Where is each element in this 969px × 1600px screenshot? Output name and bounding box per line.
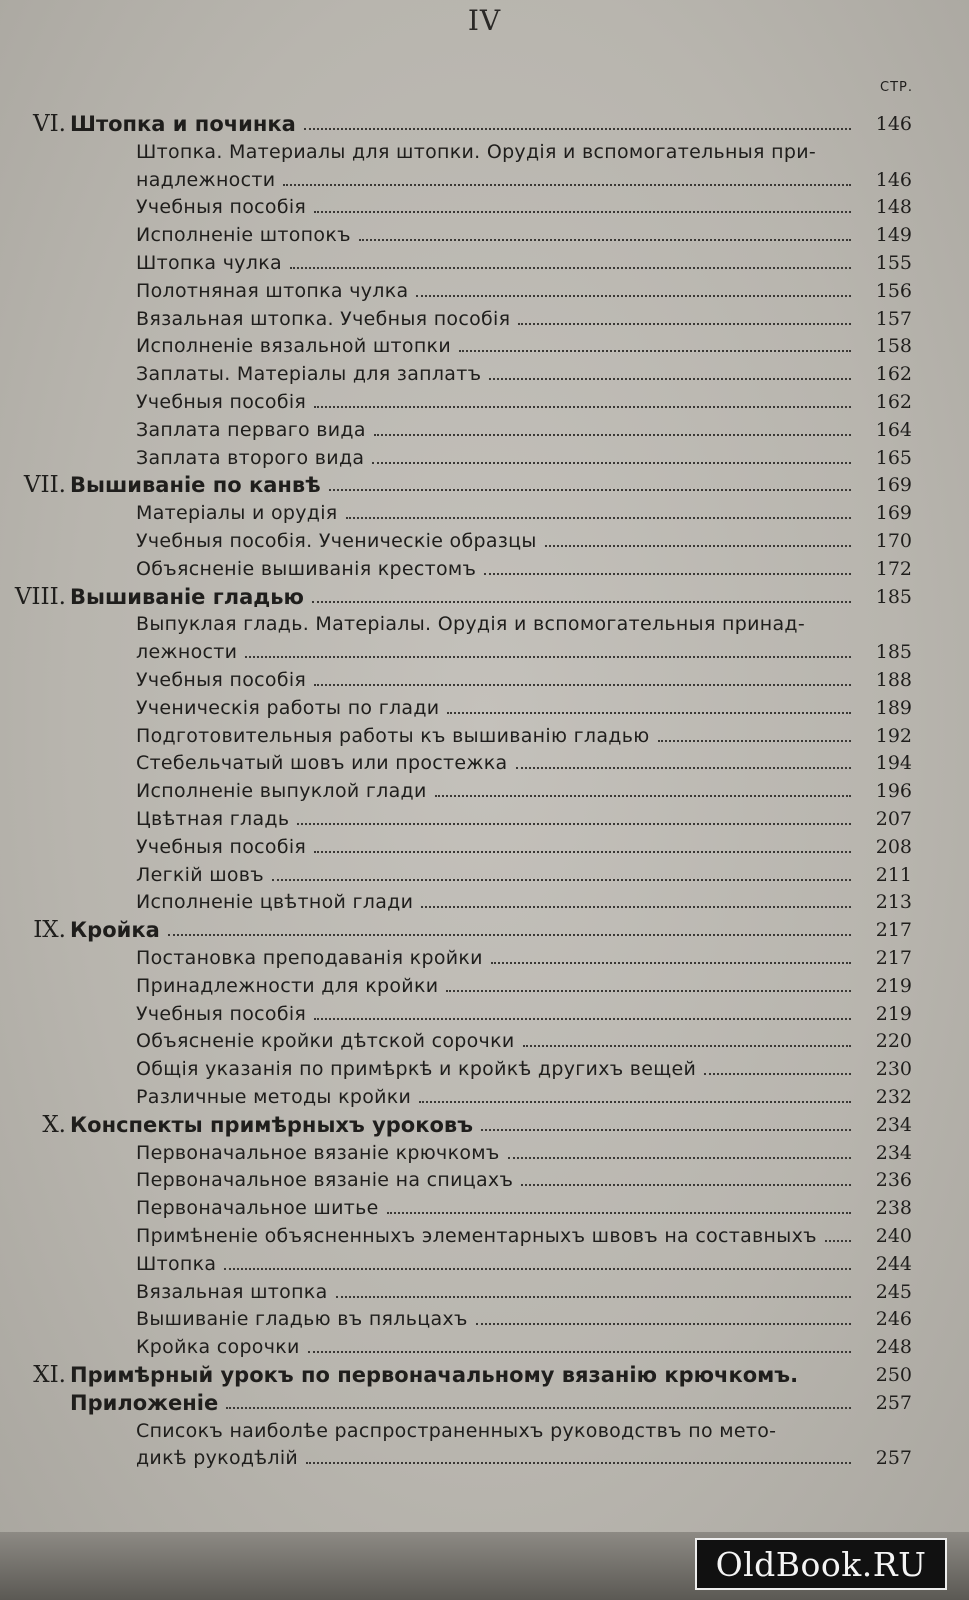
section-title: Выпуклая гладь. Матеріалы. Орудія и вспомогательныя принад- (136, 613, 806, 636)
toc-item-row (0, 1444, 969, 1472)
toc-entry-line (136, 805, 859, 833)
toc-entry-line (136, 972, 859, 1000)
page-reference: 185 (875, 585, 912, 608)
page-reference: 246 (875, 1308, 912, 1331)
toc-item-row (0, 1278, 969, 1306)
toc-entry-line (136, 499, 859, 527)
page-reference: 155 (875, 252, 912, 274)
leader-dots (374, 434, 851, 436)
toc-item-row (0, 694, 969, 722)
leader-dots (459, 350, 851, 352)
toc-entry-line (70, 583, 859, 611)
chapter-title: Примѣрный урокъ по первоначальному вязанію крючкомъ. (70, 1363, 799, 1387)
toc-entry-line (136, 1278, 859, 1306)
page-reference: 236 (875, 1169, 912, 1192)
toc-entry-line (136, 861, 859, 889)
section-title: Легкій шовъ (136, 863, 265, 886)
section-title: лежности (136, 641, 238, 664)
toc-entry-line (136, 360, 859, 388)
leader-dots (346, 517, 851, 519)
section-title: Исполненіе выпуклой глади (136, 780, 427, 803)
toc-item-row (0, 1055, 969, 1083)
section-title: Исполненіе вязальной штопки (136, 335, 451, 358)
leader-dots (224, 1268, 851, 1270)
chapter-title: Кройка (70, 918, 160, 943)
page-reference: 213 (875, 891, 912, 914)
toc-chapter-row (0, 1111, 969, 1139)
leader-dots (545, 545, 851, 547)
page-reference: 232 (875, 1086, 912, 1108)
section-title: Заплата перваго вида (136, 418, 366, 441)
leader-dots (283, 184, 851, 186)
page-reference: 148 (875, 196, 912, 219)
leader-dots (446, 990, 851, 992)
toc-item-row (0, 972, 969, 1000)
chapter-title: Конспекты примѣрныхъ уроковъ (70, 1112, 473, 1137)
chapter-number: X. (42, 1111, 66, 1138)
leader-dots (516, 767, 852, 769)
toc-chapter-row (0, 916, 969, 944)
toc-entry-line (136, 1055, 859, 1083)
toc-entry-line (136, 777, 859, 805)
toc-item-row (0, 1027, 969, 1055)
toc-entry-line (136, 1000, 859, 1028)
toc-item-row (0, 888, 969, 916)
toc-item-row (0, 666, 969, 694)
section-title: Первоначальное вязаніе крючкомъ (136, 1141, 500, 1164)
page-reference: 165 (875, 446, 912, 469)
section-title: Первоначальное шитье (136, 1197, 379, 1220)
toc-item-row (0, 638, 969, 666)
page-reference: 245 (875, 1280, 912, 1303)
toc-item-row (0, 166, 969, 194)
page-reference: 189 (875, 696, 912, 719)
toc-entry-line (136, 1166, 859, 1194)
leader-dots (491, 962, 851, 964)
toc-item-row (0, 305, 969, 333)
toc-entry-line (136, 944, 859, 972)
toc-entry-line (70, 110, 859, 138)
leader-dots (372, 462, 851, 464)
toc-item-row (0, 416, 969, 444)
leader-dots (297, 823, 851, 825)
page-reference: 217 (875, 919, 912, 942)
section-title: Стебельчатый шовъ или простежка (136, 752, 508, 775)
toc-entry-line (136, 221, 859, 249)
chapter-title: Штопка и починка (70, 112, 296, 136)
page-reference: 192 (875, 724, 912, 747)
toc-entry-line (136, 888, 859, 916)
toc-item-row (0, 777, 969, 805)
leader-dots (476, 1323, 851, 1325)
page-reference: 219 (875, 1002, 912, 1025)
page-reference: 162 (875, 363, 912, 386)
section-title: Учебныя пособія. Ученическіе образцы (136, 530, 537, 552)
page-reference: 234 (875, 1141, 912, 1164)
page-reference: 244 (875, 1252, 912, 1275)
toc-entry-line (136, 332, 859, 360)
toc-item-row (0, 944, 969, 972)
page-reference: 170 (875, 530, 912, 552)
toc-entry-line (136, 610, 859, 638)
toc-item-row (0, 1250, 969, 1278)
toc-entry-line (136, 1333, 859, 1361)
page-reference: 207 (875, 808, 912, 830)
leader-dots (314, 1018, 851, 1020)
toc-item-row (0, 499, 969, 527)
leader-dots (658, 740, 852, 742)
section-title: Объясненіе кройки дѣтской сорочки (136, 1030, 515, 1053)
section-title: надлежности (136, 168, 276, 191)
section-title: Различные методы кройки (136, 1086, 412, 1108)
toc-item-row (0, 360, 969, 388)
page-reference: 220 (875, 1030, 912, 1053)
toc-item-row (0, 1083, 969, 1111)
toc-entry-line (70, 471, 859, 499)
leader-dots (419, 1101, 851, 1103)
leader-dots (521, 1184, 851, 1186)
leader-dots (304, 128, 851, 130)
section-title: Вышиваніе гладью въ пяльцахъ (136, 1308, 468, 1331)
toc-item-row (0, 444, 969, 472)
page-reference: 234 (875, 1113, 912, 1136)
chapter-title: Вышиваніе гладью (70, 584, 304, 609)
leader-dots (306, 1462, 851, 1464)
toc-entry-line (136, 1250, 859, 1278)
page-reference: 219 (875, 974, 912, 997)
page-reference: 172 (875, 557, 912, 580)
chapter-number: VI. (32, 111, 66, 137)
toc-item-row (0, 1139, 969, 1167)
toc-entry-line (136, 1222, 859, 1250)
page-reference: 156 (875, 279, 912, 302)
toc-item-row (0, 833, 969, 861)
page-column-label: СТР. (880, 80, 913, 95)
toc-entry-line (70, 1361, 859, 1389)
toc-entry-line (136, 1305, 859, 1333)
toc-entry-line (136, 694, 859, 722)
leader-dots (359, 239, 851, 241)
leader-dots (272, 879, 851, 881)
toc-item-row (0, 861, 969, 889)
page-reference: 146 (875, 113, 912, 135)
page-reference: 169 (875, 502, 912, 525)
toc-entry-line (136, 1083, 859, 1111)
toc-item-row (0, 1417, 969, 1445)
toc-entry-line (136, 527, 859, 555)
toc-entry-line (136, 1417, 859, 1445)
toc-entry-line (136, 388, 859, 416)
toc-entry-line (136, 749, 859, 777)
section-title: Учебныя пособія (136, 391, 307, 413)
toc-item-row (0, 332, 969, 360)
toc-item-row (0, 1000, 969, 1028)
toc-entry-line (136, 444, 859, 472)
leader-dots (329, 489, 851, 491)
toc-entry-line (70, 916, 859, 944)
toc-chapter-row (0, 110, 969, 138)
chapter-title: Приложеніе (70, 1390, 219, 1415)
section-title: Штопка. Материалы для штопки. Орудія и вспомогательныя при- (136, 140, 816, 163)
toc-item-row (0, 610, 969, 638)
toc-entry-line (136, 166, 859, 194)
toc-entry-line (136, 249, 859, 277)
toc-entry-line (136, 833, 859, 861)
section-title: Учебныя пособія (136, 669, 307, 691)
page-reference: 146 (875, 168, 912, 191)
section-title: Учебныя пособія (136, 196, 307, 219)
toc-item-row (0, 221, 969, 249)
chapter-number: IX. (33, 917, 66, 944)
section-title: Списокъ наиболѣе распространенныхъ руководствъ по мето- (136, 1419, 777, 1442)
toc-item-row (0, 527, 969, 555)
toc-item-row (0, 722, 969, 750)
page-reference: 208 (875, 835, 912, 858)
page-reference: 238 (875, 1197, 912, 1220)
section-title: Учебныя пособія (136, 1002, 307, 1025)
section-title: Исполненіе штопокъ (136, 224, 351, 247)
leader-dots (435, 795, 851, 797)
leader-dots (314, 684, 851, 686)
toc-item-row (0, 1222, 969, 1250)
chapter-number: VII. (23, 472, 66, 499)
page-reference: 196 (875, 780, 912, 803)
toc-item-row (0, 1166, 969, 1194)
leader-dots (481, 1129, 851, 1131)
page-reference: 257 (875, 1447, 912, 1470)
toc-entry-line (136, 722, 859, 750)
leader-dots (314, 851, 851, 853)
section-title: Полотняная штопка чулка (136, 279, 409, 302)
toc-entry-line (70, 1389, 859, 1417)
leader-dots (314, 406, 851, 408)
toc-entry-line (136, 1194, 859, 1222)
toc-item-row (0, 805, 969, 833)
leader-dots (523, 1045, 852, 1047)
toc-item-row (0, 249, 969, 277)
toc-chapter-row (0, 471, 969, 499)
leader-dots (484, 573, 851, 575)
page-reference: 217 (875, 947, 912, 969)
leader-dots (336, 1296, 851, 1298)
toc-entry-line (136, 305, 859, 333)
toc-entry-line (136, 1139, 859, 1167)
toc-item-row (0, 193, 969, 221)
section-title: Принадлежности для кройки (136, 974, 439, 997)
section-title: Первоначальное вязаніе на спицахъ (136, 1169, 514, 1192)
section-title: Постановка преподаванія кройки (136, 947, 483, 969)
page-reference: 211 (875, 863, 912, 886)
section-title: Ученическія работы по глади (136, 696, 440, 719)
page-reference: 230 (875, 1058, 912, 1081)
page-number: IV (467, 4, 502, 37)
toc-item-row (0, 749, 969, 777)
toc-entry-line (136, 138, 859, 166)
leader-dots (387, 1212, 851, 1214)
section-title: Штопка чулка (136, 252, 282, 274)
section-title: Примѣненіе объясненныхъ элементарныхъ швовъ на составныхъ (136, 1225, 817, 1247)
toc-entry-line (136, 638, 859, 666)
section-title: Исполненіе цвѣтной глади (136, 891, 414, 914)
page-reference: 169 (875, 474, 912, 497)
leader-dots (489, 378, 851, 380)
section-title: Кройка сорочки (136, 1336, 300, 1359)
toc-entry-line (136, 193, 859, 221)
leader-dots (508, 1157, 851, 1159)
toc-chapter-row (0, 1361, 969, 1389)
page-reference: 149 (875, 224, 912, 247)
toc-entry-line (136, 277, 859, 305)
toc-entry-line (70, 1111, 859, 1139)
section-title: Общія указанія по примѣркѣ и кройкѣ другихъ вещей (136, 1058, 697, 1081)
page-reference: 157 (875, 307, 912, 330)
section-title: Матеріалы и орудія (136, 502, 338, 525)
page-reference: 248 (875, 1336, 912, 1359)
section-title: Объясненіе вышиванія крестомъ (136, 557, 477, 580)
page-reference: 185 (875, 641, 912, 664)
page-reference: 164 (875, 418, 912, 441)
leader-dots (290, 267, 851, 269)
leader-dots (308, 1351, 851, 1353)
chapter-title: Вышиваніе по канвѣ (70, 473, 321, 498)
toc-chapter-row (0, 1389, 969, 1417)
section-title: Цвѣтная гладь (136, 808, 290, 830)
section-title: Подготовительныя работы къ вышиванію гладью (136, 724, 650, 747)
leader-dots (314, 211, 851, 213)
leader-dots (245, 656, 851, 658)
leader-dots (518, 323, 851, 325)
page-reference: 194 (875, 752, 912, 775)
page-reference: 158 (875, 335, 912, 358)
page-reference: 257 (875, 1391, 912, 1414)
toc-item-row (0, 1305, 969, 1333)
page-reference: 162 (875, 391, 912, 413)
toc-entry-line (136, 1027, 859, 1055)
toc-item-row (0, 1333, 969, 1361)
section-title: Штопка (136, 1252, 217, 1275)
page-reference: 240 (875, 1225, 912, 1247)
page-reference: 250 (875, 1364, 912, 1386)
leader-dots (825, 1240, 851, 1242)
leader-dots (168, 934, 851, 936)
toc-chapter-row (0, 583, 969, 611)
toc-item-row (0, 555, 969, 583)
chapter-number: XI. (33, 1362, 66, 1388)
leader-dots (416, 295, 851, 297)
leader-dots (704, 1073, 851, 1075)
leader-dots (226, 1407, 851, 1409)
section-title: Вязальная штопка. Учебныя пособія (136, 307, 511, 330)
section-title: Заплаты. Матеріалы для заплатъ (136, 363, 482, 386)
page-reference: 188 (875, 669, 912, 691)
toc-entry-line (136, 555, 859, 583)
toc-item-row (0, 277, 969, 305)
section-title: Вязальная штопка (136, 1280, 328, 1303)
leader-dots (421, 906, 851, 908)
watermark-logo: OldBook.RU (695, 1538, 947, 1590)
toc-entry-line (136, 1444, 859, 1472)
toc-entry-line (136, 416, 859, 444)
toc-item-row (0, 1194, 969, 1222)
toc-item-row (0, 138, 969, 166)
leader-dots (312, 601, 851, 603)
toc-entry-line (136, 666, 859, 694)
section-title: дикѣ рукодѣлій (136, 1447, 299, 1470)
section-title: Учебныя пособія (136, 835, 307, 858)
section-title: Заплата второго вида (136, 446, 365, 469)
leader-dots (447, 712, 851, 714)
chapter-number: VIII. (14, 583, 66, 610)
toc-item-row (0, 388, 969, 416)
